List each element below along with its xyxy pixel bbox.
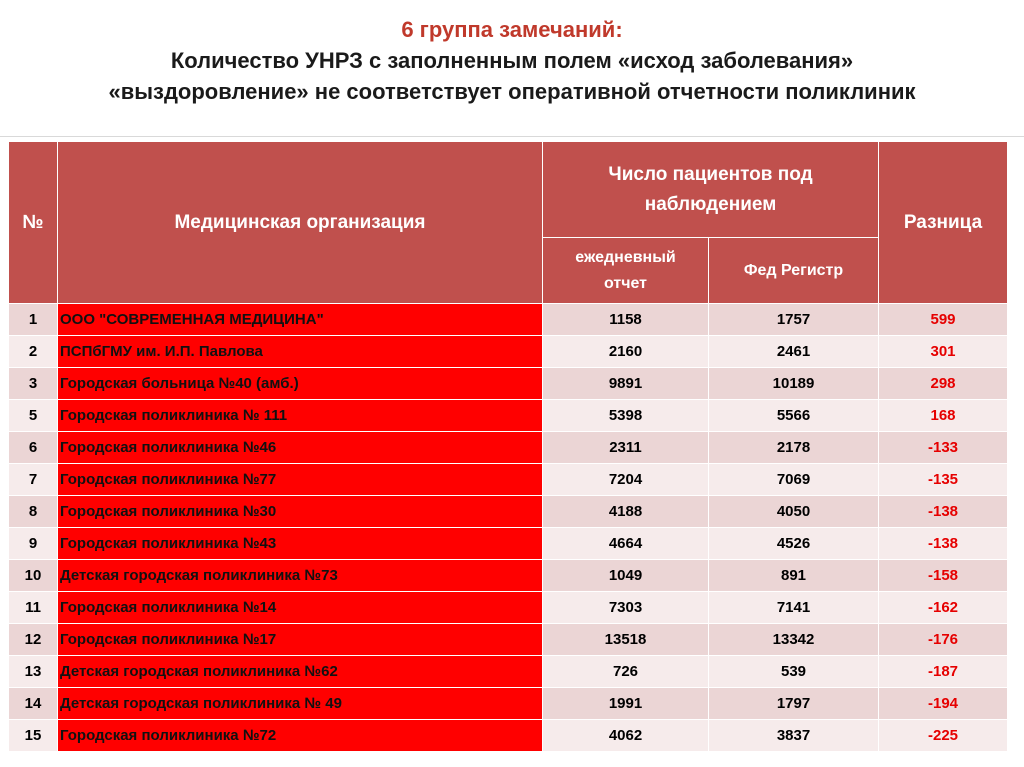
row-organization: Детская городская поликлиника №73 <box>58 560 543 592</box>
row-organization: ПСПбГМУ им. И.П. Павлова <box>58 336 543 368</box>
row-difference: 301 <box>879 336 1008 368</box>
header-patients: Число пациентов под наблюдением <box>543 142 879 238</box>
row-daily-report: 9891 <box>543 368 709 400</box>
row-organization: ООО "СОВРЕМЕННАЯ МЕДИЦИНА" <box>58 304 543 336</box>
header-organization: Медицинская организация <box>58 142 543 304</box>
row-fed-register: 7141 <box>709 592 879 624</box>
row-organization: Городская поликлиника №46 <box>58 432 543 464</box>
row-organization: Городская поликлиника №14 <box>58 592 543 624</box>
row-fed-register: 1757 <box>709 304 879 336</box>
title-line-3: «выздоровление» не соответствует оперативной отчетности поликлиник <box>108 79 916 104</box>
row-fed-register: 891 <box>709 560 879 592</box>
row-daily-report: 1158 <box>543 304 709 336</box>
row-difference: -187 <box>879 656 1008 688</box>
header-number: № <box>9 142 58 304</box>
table-row <box>9 432 1008 464</box>
row-daily-report: 5398 <box>543 400 709 432</box>
row-organization: Детская городская поликлиника № 49 <box>58 688 543 720</box>
row-number: 2 <box>9 336 58 368</box>
row-fed-register: 13342 <box>709 624 879 656</box>
row-fed-register: 4526 <box>709 528 879 560</box>
row-difference: 168 <box>879 400 1008 432</box>
row-daily-report: 726 <box>543 656 709 688</box>
table-row <box>9 720 1008 752</box>
row-daily-report: 7204 <box>543 464 709 496</box>
row-difference: -162 <box>879 592 1008 624</box>
row-fed-register: 4050 <box>709 496 879 528</box>
row-difference: -138 <box>879 496 1008 528</box>
row-number: 8 <box>9 496 58 528</box>
title-line-2: Количество УНРЗ с заполненным полем «исход заболевания» <box>170 48 854 73</box>
row-difference: -158 <box>879 560 1008 592</box>
row-organization: Городская поликлиника №72 <box>58 720 543 752</box>
row-difference: -225 <box>879 720 1008 752</box>
header-daily-report: ежедневный отчет <box>543 238 709 304</box>
table-row <box>9 592 1008 624</box>
row-daily-report: 4188 <box>543 496 709 528</box>
row-organization: Городская больница №40 (амб.) <box>58 368 543 400</box>
row-daily-report: 4062 <box>543 720 709 752</box>
table-row <box>9 464 1008 496</box>
row-number: 9 <box>9 528 58 560</box>
table-row <box>9 496 1008 528</box>
row-number: 7 <box>9 464 58 496</box>
divider <box>0 136 1024 140</box>
row-fed-register: 539 <box>709 656 879 688</box>
row-fed-register: 3837 <box>709 720 879 752</box>
table-row <box>9 400 1008 432</box>
table-row <box>9 304 1008 336</box>
row-organization: Городская поликлиника №17 <box>58 624 543 656</box>
data-table <box>8 141 1008 752</box>
row-difference: 599 <box>879 304 1008 336</box>
row-number: 12 <box>9 624 58 656</box>
row-difference: -176 <box>879 624 1008 656</box>
table-row <box>9 528 1008 560</box>
table-row <box>9 368 1008 400</box>
row-organization: Городская поликлиника №30 <box>58 496 543 528</box>
row-difference: -138 <box>879 528 1008 560</box>
row-difference: -194 <box>879 688 1008 720</box>
row-difference: -135 <box>879 464 1008 496</box>
table-row <box>9 336 1008 368</box>
row-fed-register: 10189 <box>709 368 879 400</box>
row-number: 15 <box>9 720 58 752</box>
row-organization: Детская городская поликлиника №62 <box>58 656 543 688</box>
row-number: 6 <box>9 432 58 464</box>
row-organization: Городская поликлиника № 111 <box>58 400 543 432</box>
row-daily-report: 4664 <box>543 528 709 560</box>
row-number: 11 <box>9 592 58 624</box>
row-number: 10 <box>9 560 58 592</box>
table-body <box>9 304 1008 752</box>
row-daily-report: 2311 <box>543 432 709 464</box>
row-daily-report: 13518 <box>543 624 709 656</box>
header-difference: Разница <box>879 142 1008 304</box>
table-row <box>9 560 1008 592</box>
row-fed-register: 2461 <box>709 336 879 368</box>
row-difference: 298 <box>879 368 1008 400</box>
row-organization: Городская поликлиника №77 <box>58 464 543 496</box>
title-line-1: 6 группа замечаний: <box>401 17 623 42</box>
row-number: 13 <box>9 656 58 688</box>
row-fed-register: 1797 <box>709 688 879 720</box>
row-organization: Городская поликлиника №43 <box>58 528 543 560</box>
row-number: 14 <box>9 688 58 720</box>
row-fed-register: 7069 <box>709 464 879 496</box>
row-daily-report: 7303 <box>543 592 709 624</box>
table-row <box>9 656 1008 688</box>
row-number: 5 <box>9 400 58 432</box>
row-fed-register: 2178 <box>709 432 879 464</box>
table-row <box>9 688 1008 720</box>
header-fed-register: Фед Регистр <box>709 238 879 304</box>
row-daily-report: 1991 <box>543 688 709 720</box>
row-daily-report: 2160 <box>543 336 709 368</box>
row-daily-report: 1049 <box>543 560 709 592</box>
row-number: 1 <box>9 304 58 336</box>
row-number: 3 <box>9 368 58 400</box>
row-difference: -133 <box>879 432 1008 464</box>
table-row <box>9 624 1008 656</box>
row-fed-register: 5566 <box>709 400 879 432</box>
slide-title <box>0 14 1024 107</box>
